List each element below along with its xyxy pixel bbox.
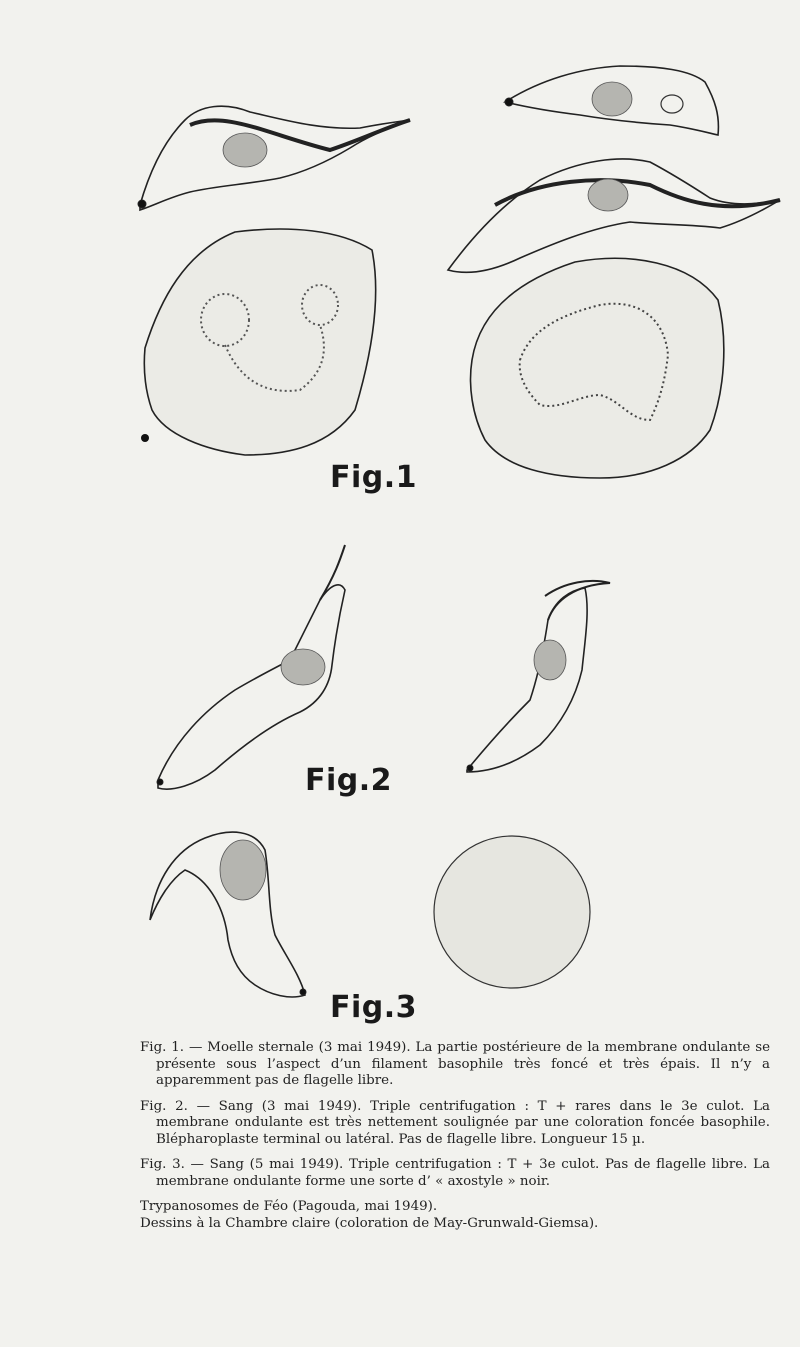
fig1-cell-left <box>141 229 376 455</box>
fig3-trypanosome-left <box>150 832 306 997</box>
caption-fig3: Fig. 3. — Sang (5 mai 1949). Triple centrifugation : T + 3e culot. Pas de flagelle libre. La membrane ondulante forme une sorte d’ « axostyle » noir. <box>140 1157 770 1189</box>
fig1-trypanosome-a <box>138 106 410 210</box>
caption-fig1: Fig. 1. — Moelle sternale (3 mai 1949). La partie postérieure de la membrane ondulante se présente sous l’aspect d’un filament basophile très foncé et très épais. Il n’y a apparemment pas de flagelle libre. <box>140 1040 770 1088</box>
fig1-label: Fig.1 <box>330 460 418 495</box>
caption-fig2: Fig. 2. — Sang (3 mai 1949). Triple centrifugation : T + rares dans le 3e culot. La membrane ondulante est très nettement soulignée par une coloration foncée basophile. Blépharoplaste terminal ou latéral. Pas de flagelle libre. Longueur 15 µ. <box>140 1098 770 1147</box>
credit-line-2: Dessins à la Chambre claire (coloration de May-Grunwald-Giemsa). <box>140 1215 599 1231</box>
fig1-trypanosome-b <box>505 66 718 135</box>
fig3-cell <box>434 836 590 988</box>
credit-line-1: Trypanosomes de Féo (Pagouda, mai 1949). <box>140 1199 438 1214</box>
fig3-label: Fig.3 <box>330 990 418 1025</box>
fig2-trypanosome-right <box>467 581 610 772</box>
fig1-trypanosome-c <box>448 159 780 272</box>
fig1-cell-right <box>471 258 724 478</box>
fig2-label: Fig.2 <box>305 763 393 798</box>
fig2-trypanosome-left <box>157 545 345 789</box>
figure-caption <box>140 1040 770 1232</box>
